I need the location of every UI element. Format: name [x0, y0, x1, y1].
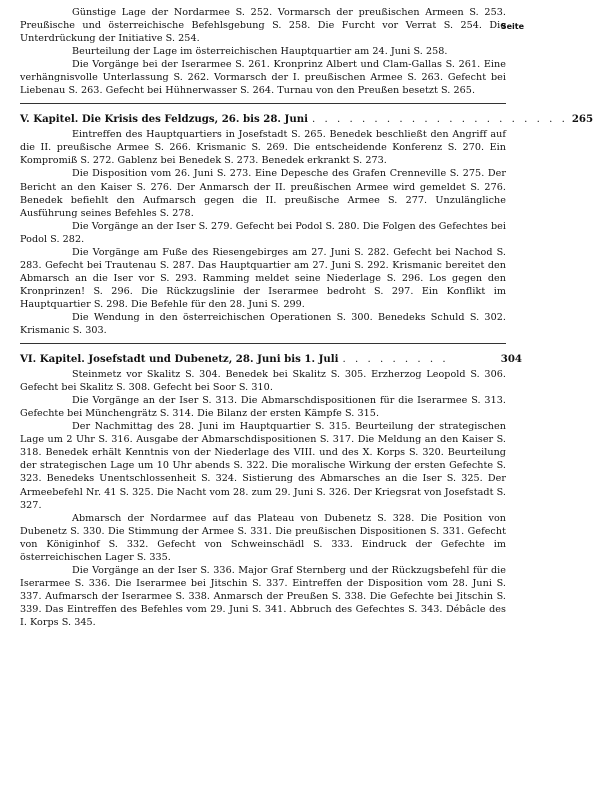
chapter-page-number: 304: [500, 353, 522, 366]
entry-paragraph: Die Vorgänge an der Iser S. 336. Major Graf Sternberg und der Rückzugsbefehl für die Iserarmee S. 336. Die Iserarmee bei Jitschin S. 337. Eintreffen der Disposition vom 28. Juni S. 337. Aufmarsch der Iserarmee S. 338. Anmarsch der Preußen S. 338. Die Gefechte bei Jitschin S. 339. Das Eintreffen des Befehles vom 29. Juni S. 341. Abbruch des Gefechtes S. 343. Débâcle des I. Korps S. 345.: [20, 564, 506, 628]
entry-paragraph: Steinmetz vor Skalitz S. 304. Benedek bei Skalitz S. 305. Erzherzog Leopold S. 306. Gefecht bei Skalitz S. 308. Gefecht bei Soor S. 310.: [20, 369, 506, 394]
chapter-title: V. Kapitel. Die Krisis des Feldzugs, 26. bis 28. Juni: [20, 113, 309, 126]
entry-paragraph: Der Nachmittag des 28. Juni im Hauptquartier S. 315. Beurteilung der strategischen Lage um 2 Uhr S. 316. Ausgabe der Abmarschdispositionen S. 317. Die Meldung an den Kaiser S. 318. Benedek erhält Kenntnis von der Niederlage des VIII. und des X. Korps S. 320. Beurteilung der strategischen Lage um 10 Uhr abends S. 322. Die moralische Wirkung der ersten Gefechte S. 323. Benedeks Unentschlossenheit S. 324. Sistierung des Abmarsches an die Iser S. 325. Der Armeebefehl Nr. 41 S. 325. Die Nacht vom 28. zum 29. Juni S. 326. Der Kriegsrat von Josefstadt S. 327.: [20, 421, 506, 511]
chapter-divider: [20, 103, 506, 104]
entry-paragraph: Die Vorgänge am Fuße des Riesengebirges am 27. Juni S. 282. Gefecht bei Nachod S. 283. Gefecht bei Trautenau S. 287. Das Hauptquartier am 27. Juni S. 292. Krismanic bereitet den Abmarsch an die Iser vor S. 293. Ramming meldet seine Niederlage S. 296. Los gegen den Kronprinzen! S. 296. Die Rückzugslinie der Iserarmee bedroht S. 297. Ein Konflikt im Hauptquartier S. 298. Die Befehle für den 28. Juni S. 299.: [20, 246, 506, 310]
entry-paragraph: Die Wendung in den österreichischen Operationen S. 300. Benedeks Schuld S. 302. Krismanic S. 303.: [20, 311, 506, 337]
entry-paragraph: Eintreffen des Hauptquartiers in Josefstadt S. 265. Benedek beschließt den Angriff auf die II. preußische Armee S. 266. Krismanic S. 269. Die entscheidende Konferenz S. 270. Ein Kompromiß S. 272. Gablenz bei Benedek S. 273. Benedek erkrankt S. 273.: [20, 129, 506, 167]
leader-dots: . . . . . . . . .: [342, 354, 449, 366]
leader-dots: . . . . . . . . . . . . . . . . . . . . .: [312, 114, 568, 126]
entry-paragraph: Beurteilung der Lage im österreichischen Hauptquartier am 24. Juni S. 258.: [72, 46, 448, 58]
entry-paragraph: Die Disposition vom 26. Juni S. 273. Eine Depesche des Grafen Crenneville S. 275. Der Bericht an den Kaiser S. 276. Der Anmarsch der II. preußischen Armee wird gemeldet S. 276. Benedek befiehlt den Aufmarsch gegen die II. preußische Armee S. 277. Unzulängliche Ausführung seines Befehles S. 278.: [20, 168, 506, 219]
entry-paragraph: Die Vorgänge bei der Iserarmee S. 261. Kronprinz Albert und Clam-Gallas S. 261. Eine verhängnisvolle Unterlassung S. 262. Vormarsch der I. preußischen Armee S. 263. Gefecht bei Liebenau S. 263. Gefecht bei Hühnerwasser S. 264. Turnau von den Preußen besetzt S. 265.: [20, 59, 506, 97]
entry-paragraph: Die Vorgänge an der Iser S. 313. Die Abmarschdispositionen für die Iserarmee S. 313. Gefechte bei Münchengrätz S. 314. Die Bilanz der ersten Kämpfe S. 315.: [20, 395, 506, 420]
entry-block: [20, 368, 506, 629]
entry-block: [20, 128, 506, 337]
chapter-heading: [20, 113, 593, 126]
chapter-title: VI. Kapitel. Josefstadt und Dubenetz, 28. Juni bis 1. Juli: [20, 353, 339, 366]
chapter-divider: [20, 343, 506, 344]
chapter-page-number: 265: [571, 113, 593, 126]
entry-paragraph: Abmarsch der Nordarmee auf das Plateau von Dubenetz S. 328. Die Position von Dubenetz S. 330. Die Stimmung der Armee S. 331. Die preußischen Dispositionen S. 331. Gefecht von Königinhof S. 332. Gefecht von Schweinschädl S. 333. Eindruck der Gefechte im österreichischen Lager S. 335.: [20, 512, 506, 563]
entry-block: [20, 6, 506, 97]
chapter-heading: [20, 353, 522, 366]
entry-paragraph: Die Vorgänge an der Iser S. 279. Gefecht bei Podol S. 280. Die Folgen des Gefechtes bei Podol S. 282.: [20, 220, 506, 245]
entry-paragraph: Günstige Lage der Nordarmee S. 252. Vormarsch der preußischen Armeen S. 253. Preußische und österreichische Befehlsgebung S. 258. Die Furcht vor Verrat S. 254. Die Unterdrückung der Initiative S. 254.: [20, 7, 506, 45]
page-column-header: Seite: [500, 22, 524, 31]
